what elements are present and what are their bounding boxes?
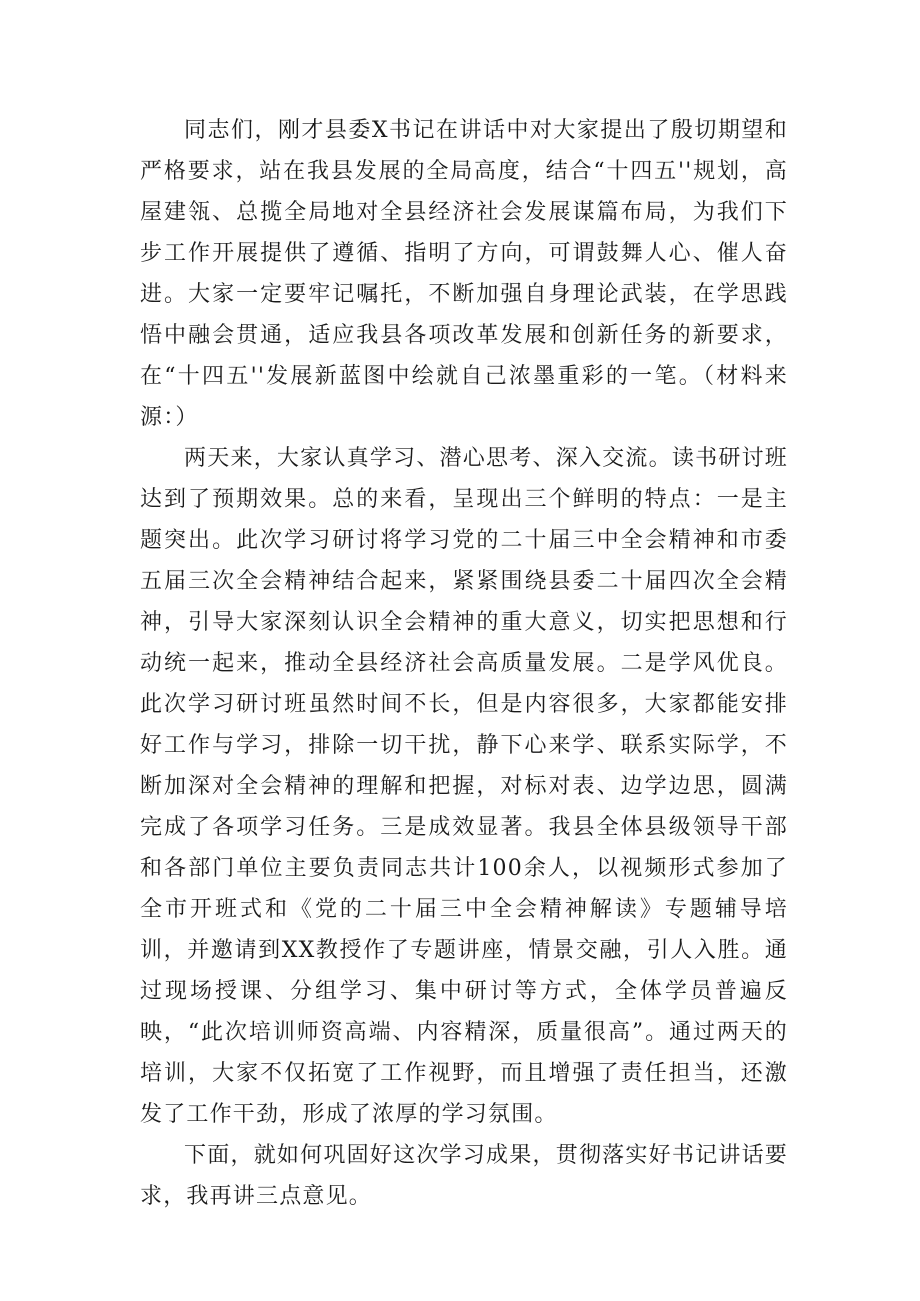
paragraph-opening-remarks: 同志们，刚才县委X书记在讲话中对大家提出了殷切期望和严格要求，站在我县发展的全局高度，结合“十四五''规划，高屋建瓴、总揽全局地对全县经济社会发展谋篇布局，为我们下步工作开展提供了遵循、指明了方向，可谓鼓舞人心、催人奋进。大家一定要牢记嘱托，不断加强自身理论武装，在学思践悟中融会贯通，适应我县各项改革发展和创新任务的新要求，在“十四五''发展新蓝图中绘就自己浓墨重彩的一笔。（材料来源：） — [140, 118, 788, 430]
paragraph-transition: 下面，就如何巩固好这次学习成果，贯彻落实好书记讲话要求，我再讲三点意见。 — [140, 1143, 788, 1209]
document-body — [140, 110, 788, 1217]
paragraph-training-summary: 两天来，大家认真学习、潜心思考、深入交流。读书研讨班达到了预期效果。总的来看，呈现出三个鲜明的特点：一是主题突出。此次学习研讨将学习党的二十届三中全会精神和市委五届三次全会精神结合起来，紧紧围绕县委二十届四次全会精神，引导大家深刻认识全会精神的重大意义，切实把思想和行动统一起来，推动全县经济社会高质量发展。二是学风优良。此次学习研讨班虽然时间不长，但是内容很多，大家都能安排好工作与学习，排除一切干扰，静下心来学、联系实际学，不断加深对全会精神的理解和把握，对标对表、边学边思，圆满完成了各项学习任务。三是成效显著。我县全体县级领导干部和各部门单位主要负责同志共计100余人，以视频形式参加了全市开班式和《党的二十届三中全会精神解读》专题辅导培训，并邀请到XX教授作了专题讲座，情景交融，引人入胜。通过现场授课、分组学习、集中研讨等方式，全体学员普遍反映，“此次培训师资高端、内容精深，质量很高”。通过两天的培训，大家不仅拓宽了工作视野，而且增强了责任担当，还激发了工作干劲，形成了浓厚的学习氛围。 — [140, 446, 788, 1127]
